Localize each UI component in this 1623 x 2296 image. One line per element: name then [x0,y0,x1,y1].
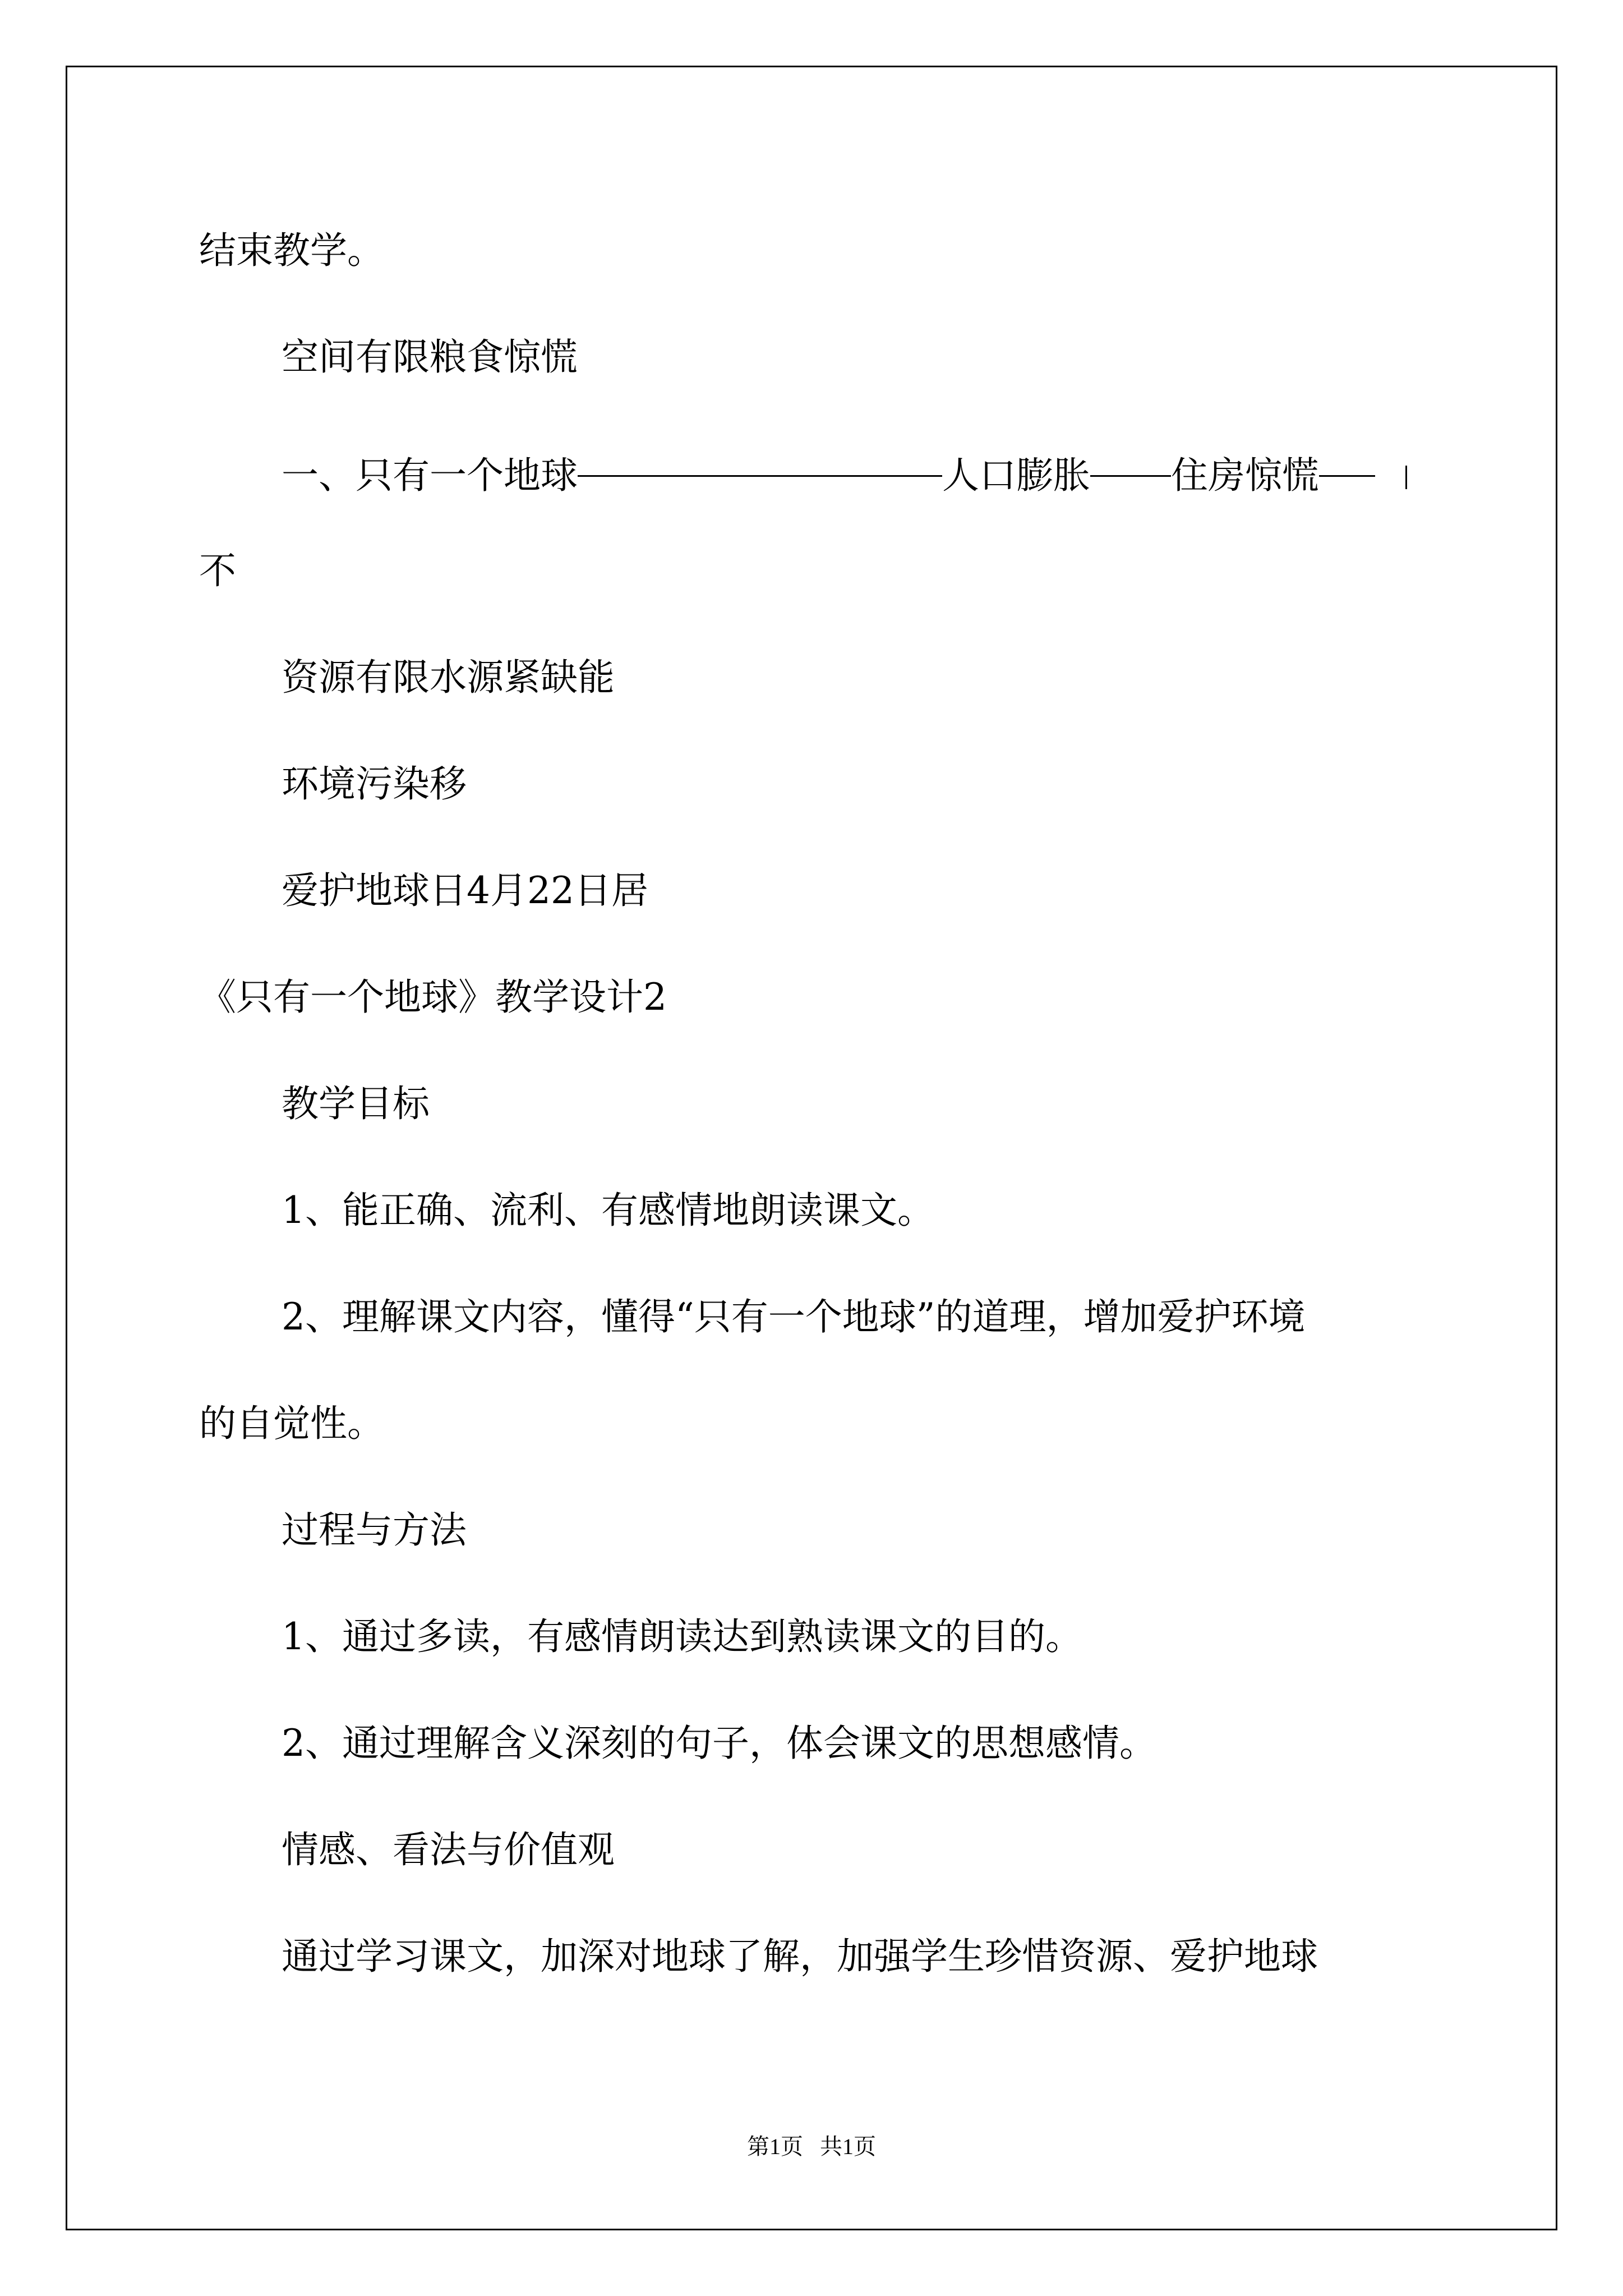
bracket-tick [1405,466,1407,489]
text-line-4: 不 [199,549,236,592]
text-line-12: 的自觉性。 [199,1402,384,1445]
connector-line [1090,475,1171,477]
text-line-14: 1、通过多读，有感情朗读达到熟读课文的目的。 [282,1615,1082,1658]
flow-node-title: 一、只有一个地球 [282,454,578,497]
text-line-5: 资源有限水源紧缺能 [282,656,615,699]
section-heading: 《只有一个地球》教学设计2 [199,976,667,1019]
diagram-flow-line [282,454,1375,497]
text-line-1: 结束教学。 [199,229,384,272]
text-line-11: 2、理解课文内容，懂得“只有一个地球”的道理，增加爱护环境 [282,1295,1306,1338]
text-line-13: 过程与方法 [282,1508,467,1552]
text-line-9: 教学目标 [282,1082,430,1125]
flow-node-population: 人口膨胀 [942,454,1090,497]
page-border [66,66,1557,2230]
flow-node-housing: 住房惊慌 [1171,454,1319,497]
text-line-7: 爱护地球日4月22日居 [282,869,648,912]
connector-line [1319,475,1375,477]
connector-line [578,475,942,477]
text-line-10: 1、能正确、流利、有感情地朗读课文。 [282,1189,934,1232]
text-line-16: 情感、看法与价值观 [282,1828,615,1871]
text-line-17: 通过学习课文，加深对地球了解，加强学生珍惜资源、爱护地球 [282,1935,1318,1978]
text-line-15: 2、通过理解含义深刻的句子，体会课文的思想感情。 [282,1722,1156,1765]
text-line-6: 环境污染移 [282,762,467,806]
page-footer: 第1页 共1页 [747,2134,876,2159]
text-line-2: 空间有限粮食惊慌 [282,335,578,379]
